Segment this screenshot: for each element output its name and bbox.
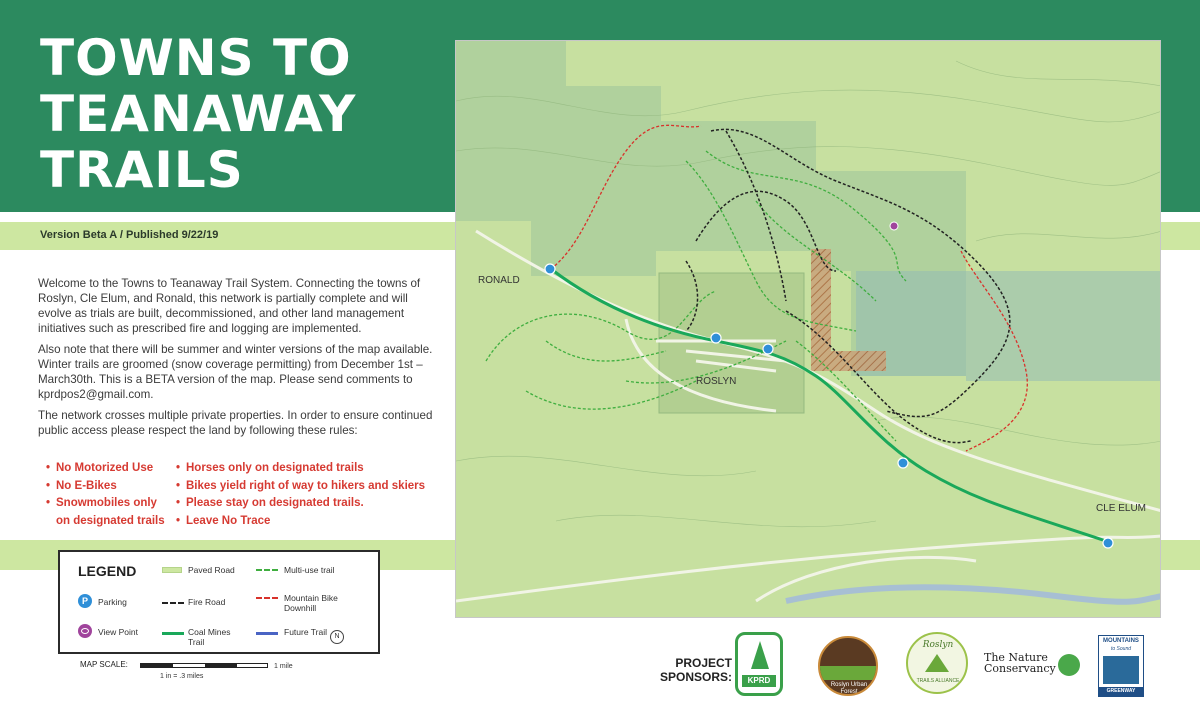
town-label-roslyn: ROSLYN xyxy=(696,376,737,387)
fire-road-swatch xyxy=(162,602,184,604)
legend-title: LEGEND xyxy=(78,563,137,579)
rule-item: • Bikes yield right of way to hikers and skiers xyxy=(176,478,436,496)
legend-mountain-bike-label xyxy=(284,593,338,613)
nature-conservancy-line1: The Nature xyxy=(984,651,1048,664)
trails-alliance-text: TRAILS ALLIANCE xyxy=(916,678,960,684)
roslyn-trails-alliance-logo xyxy=(906,632,968,694)
rule-item: • No E-Bikes xyxy=(46,478,174,496)
nature-conservancy-line2: Conservancy xyxy=(984,662,1056,675)
legend-coal-mines-line1: Coal Mines xyxy=(188,627,231,637)
roslyn-urban-forest-text: Roslyn Urban Forest xyxy=(830,682,868,695)
legend-view-point-label: View Point xyxy=(98,627,139,637)
mountain-bike-swatch xyxy=(256,597,278,599)
multi-use-trail-swatch xyxy=(256,569,278,571)
town-label-ronald: RONALD xyxy=(478,275,520,286)
mts-line2: to Sound xyxy=(1110,646,1132,652)
roslyn-trails-script: Roslyn xyxy=(922,640,954,650)
future-trail-swatch xyxy=(256,632,278,635)
legend xyxy=(58,550,380,654)
view-point-marker xyxy=(890,222,898,230)
mountain-icon xyxy=(925,654,949,672)
coal-mines-trail-swatch xyxy=(162,632,184,635)
roslyn-urban-forest-logo xyxy=(818,636,878,696)
rules-list-left xyxy=(46,460,174,530)
trail-map[interactable] xyxy=(455,40,1161,618)
title-line-2: TEANAWAY xyxy=(40,85,357,143)
scale-bar xyxy=(140,663,268,668)
legend-multi-use-label: Multi-use trail xyxy=(284,565,335,575)
tree-icon xyxy=(751,641,769,669)
parking-icon: P xyxy=(78,594,92,608)
title-line-3: TRAILS xyxy=(40,141,244,199)
mts-line3: GREENWAY xyxy=(1099,687,1143,696)
legend-fire-road-label: Fire Road xyxy=(188,597,226,607)
rule-item: • Snowmobiles only on designated trails xyxy=(46,495,174,530)
mountains-to-sound-logo xyxy=(1098,635,1144,697)
legend-mountain-bike-line2: Downhill xyxy=(284,603,317,613)
map-svg xyxy=(456,41,1161,618)
legend-coal-mines-line2: Trail xyxy=(188,637,205,647)
intro-text xyxy=(38,276,433,444)
view-point-icon xyxy=(78,624,92,638)
rule-item: • Leave No Trace xyxy=(176,513,436,531)
kprd-logo-text: KPRD xyxy=(742,675,776,687)
town-label-cle-elum: CLE ELUM xyxy=(1096,503,1147,514)
intro-paragraph-3: The network crosses multiple private properties. In order to ensure continued public access please respect the land by following these rules: xyxy=(38,409,433,437)
rules-list-right xyxy=(176,460,436,530)
north-arrow-icon: N xyxy=(330,630,344,644)
sponsors-label-line1: PROJECT xyxy=(675,656,733,670)
legend-future-trail-label: Future Trail xyxy=(284,627,327,637)
title-line-1: TOWNS TO xyxy=(40,29,352,87)
map-scale xyxy=(80,660,128,669)
legend-parking-label: Parking xyxy=(98,597,127,607)
intro-paragraph-1: Welcome to the Towns to Teanaway Trail System. Connecting the towns of Roslyn, Cle Elum, and Ronald, this network is partially complete and will evolve as trials are built, decommissioned, and other land management initiatives such as prescribed fire and logging are implemented. xyxy=(38,277,421,335)
scale-end-label: 1 mile xyxy=(274,663,293,670)
map-scale-label: MAP SCALE: xyxy=(80,660,128,669)
kprd-logo xyxy=(735,632,783,696)
scale-ratio-label: 1 in = .3 miles xyxy=(160,673,204,680)
nature-conservancy-leaf-icon xyxy=(1058,654,1080,676)
version-text: Version Beta A / Published 9/22/19 xyxy=(40,229,219,241)
land-parcel xyxy=(856,271,1161,381)
mts-line1: MOUNTAINS xyxy=(1103,638,1139,644)
sponsors-label-line2: SPONSORS: xyxy=(660,670,733,684)
legend-paved-road-label: Paved Road xyxy=(188,565,235,575)
nature-conservancy-logo xyxy=(984,652,1056,674)
paved-road-swatch xyxy=(162,567,182,573)
legend-coal-mines-label xyxy=(188,627,231,647)
page-title xyxy=(40,30,356,198)
intro-paragraph-2: Also note that there will be summer and winter versions of the map available. Winter trails are groomed (snow coverage permitting) from December 1st – March30th. This is a BETA version of the map. Please send comments to kprdpos2@gmail.com. xyxy=(38,343,433,401)
legend-mountain-bike-line1: Mountain Bike xyxy=(284,593,338,603)
rule-item: • Horses only on designated trails xyxy=(176,460,436,478)
rule-item: • No Motorized Use xyxy=(46,460,174,478)
sponsors-label xyxy=(660,656,732,684)
rule-item: • Please stay on designated trails. xyxy=(176,495,436,513)
